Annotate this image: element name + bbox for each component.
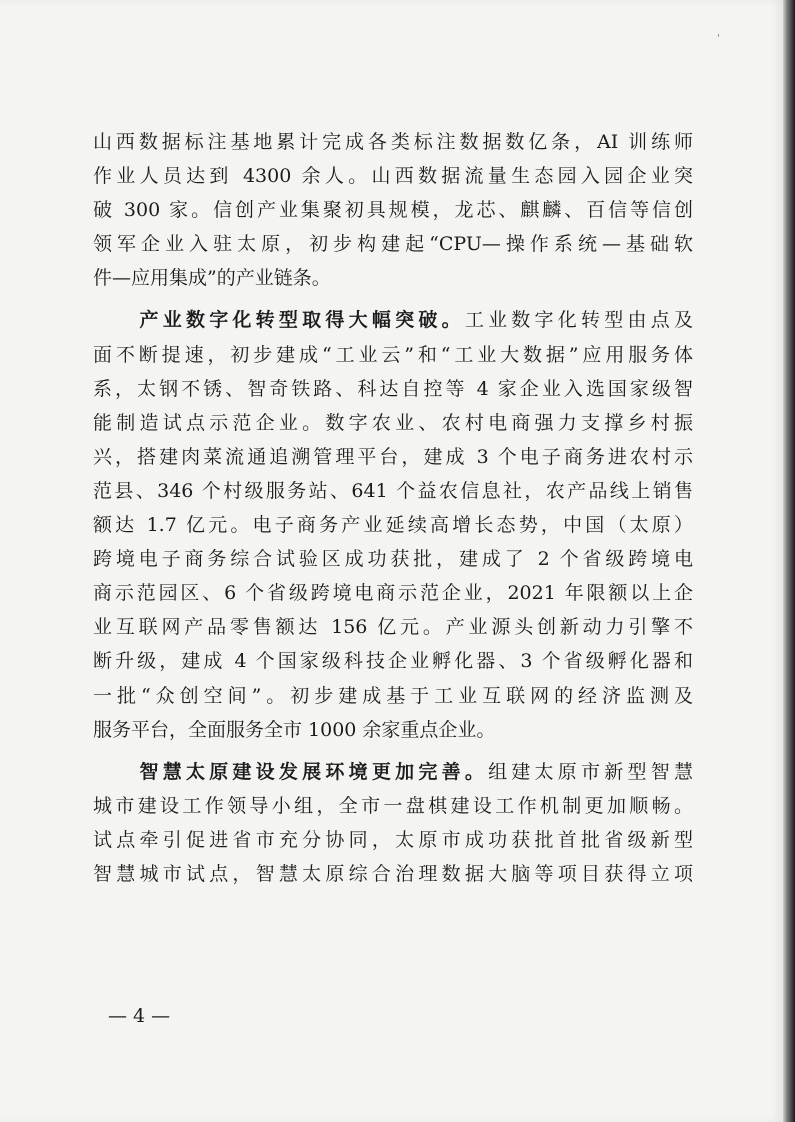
paragraph-3 bbox=[93, 755, 693, 891]
paragraph-2-line-12: 一批“众创空间”。初步建成基于工业互联网的经济监测及 bbox=[93, 684, 693, 707]
paragraph-2-line-3: 系，太钢不锈、智奇铁路、科达自控等 4 家企业入选国家级智 bbox=[93, 377, 693, 400]
paragraph-3-heading: 智慧太原建设发展环境更加完善。 bbox=[139, 760, 489, 783]
paragraph-2-line-9: 商示范园区、6 个省级跨境电商示范企业，2021 年限额以上企 bbox=[93, 582, 693, 605]
paragraph-2-line-8: 跨境电子商务综合试验区成功获批，建成了 2 个省级跨境电 bbox=[93, 548, 693, 571]
paragraph-spacer bbox=[93, 295, 693, 303]
paragraph-1 bbox=[93, 125, 693, 295]
page-number: — 4 — bbox=[108, 1005, 171, 1027]
paragraph-1-line-1: 山西数据标注基地累计完成各类标注数据数亿条，AI 训练师 bbox=[93, 131, 693, 153]
scan-edge bbox=[783, 0, 795, 1122]
paragraph-3-line-2: 城市建设工作领导小组，全市一盘棋建设工作机制更加顺畅。 bbox=[93, 794, 693, 817]
paragraph-2-line-6: 范县、346 个村级服务站、641 个益农信息社，农产品线上销售 bbox=[93, 479, 693, 502]
paragraph-2-first-line bbox=[93, 303, 693, 337]
paragraph-2-line-13: 服务平台，全面服务全市 1000 余家重点企业。 bbox=[93, 718, 496, 741]
paragraph-3-first-line bbox=[93, 755, 693, 789]
paragraph-2-line-2: 面不断提速，初步建成“工业云”和“工业大数据”应用服务体 bbox=[93, 343, 693, 366]
scan-mark: ' bbox=[717, 33, 720, 44]
paragraph-3-first-line-text: 组建太原市新型智慧 bbox=[488, 760, 693, 783]
paragraph-1-line-3: 破 300 家。信创产业集聚初具规模，龙芯、麒麟、百信等信创 bbox=[93, 199, 693, 222]
paragraph-2-line-5: 兴，搭建肉菜流通追溯管理平台，建成 3 个电子商务进农村示 bbox=[93, 445, 693, 468]
paragraph-1-line-4: 领军企业入驻太原，初步构建起“CPU—操作系统—基础软 bbox=[93, 233, 693, 256]
paragraph-2-line-7: 额达 1.7 亿元。电子商务产业延续高增长态势，中国（太原） bbox=[93, 514, 693, 537]
paragraph-2-first-line-text: 工业数字化转型由点及 bbox=[464, 309, 693, 332]
document-body bbox=[93, 125, 693, 891]
paragraph-1-line-5: 件—应用集成”的产业链条。 bbox=[93, 267, 331, 290]
paragraph-2-heading: 产业数字化转型取得大幅突破。 bbox=[139, 309, 465, 332]
paragraph-1-line-2: 作业人员达到 4300 余人。山西数据流量生态园入园企业突 bbox=[93, 165, 693, 188]
paragraph-spacer bbox=[93, 747, 693, 755]
paragraph-2-line-4: 能制造试点示范企业。数字农业、农村电商强力支撑乡村振 bbox=[93, 411, 693, 434]
paragraph-2-line-10: 业互联网产品零售额达 156 亿元。产业源头创新动力引擎不 bbox=[93, 616, 693, 639]
paragraph-2 bbox=[93, 303, 693, 746]
paragraph-3-line-4: 智慧城市试点，智慧太原综合治理数据大脑等项目获得立项 bbox=[93, 862, 693, 885]
paragraph-3-line-3: 试点牵引促进省市充分协同，太原市成功获批首批省级新型 bbox=[93, 828, 693, 851]
paragraph-2-line-11: 断升级，建成 4 个国家级科技企业孵化器、3 个省级孵化器和 bbox=[93, 650, 693, 673]
